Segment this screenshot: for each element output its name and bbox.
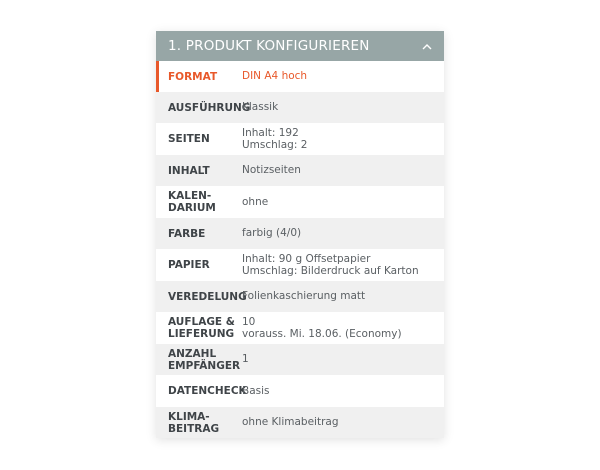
config-row-value-line: Inhalt: 90 g Offsetpapier — [242, 252, 371, 265]
config-row-value-line: 10 — [242, 315, 256, 328]
config-row-value — [242, 416, 339, 429]
config-row-seiten[interactable] — [156, 123, 444, 155]
config-row-inhalt[interactable] — [156, 155, 444, 186]
panel-title: 1. PRODUKT KONFIGURIEREN — [168, 38, 370, 54]
config-row-value-line: Notizseiten — [242, 164, 301, 177]
config-row-format[interactable] — [156, 61, 444, 92]
config-row-label: KLIMA- BEITRAG — [168, 410, 220, 435]
config-row-label: INHALT — [168, 164, 210, 177]
config-row-papier[interactable] — [156, 249, 444, 281]
config-row-value-line: ohne Klimabeitrag — [242, 416, 339, 429]
config-row-value — [242, 353, 249, 366]
config-row-value — [242, 227, 301, 240]
config-row-value-line: Umschlag: 2 — [242, 139, 308, 151]
config-row-value — [242, 290, 365, 303]
config-row-label: ANZAHL EMPFÄNGER — [168, 347, 241, 372]
config-rows — [156, 61, 444, 438]
config-row-empfaenger[interactable] — [156, 344, 444, 375]
panel-header[interactable] — [156, 31, 444, 61]
config-row-label: KALEN- DARIUM — [168, 190, 216, 214]
config-row-value — [242, 127, 307, 152]
config-row-value-line: DIN A4 hoch — [242, 70, 308, 83]
config-row-value — [242, 196, 268, 209]
config-row-datencheck[interactable] — [156, 375, 444, 407]
config-row-value — [242, 70, 307, 83]
config-row-value — [242, 253, 419, 278]
config-row-kalendarium[interactable] — [156, 186, 444, 218]
config-row-value-line: Inhalt: 192 — [242, 126, 299, 139]
config-row-value-line: 1 — [242, 353, 249, 366]
config-row-klima[interactable] — [156, 407, 444, 438]
config-row-value — [242, 316, 402, 341]
config-row-label: FARBE — [168, 227, 206, 240]
config-row-auflage[interactable] — [156, 312, 444, 344]
config-row-value-line: ohne — [242, 195, 269, 208]
config-row-value — [242, 164, 301, 177]
config-row-value-line: Umschlag: Bilderdruck auf Karton — [242, 265, 419, 277]
config-row-value-line: Basis — [242, 384, 270, 397]
config-row-label: DATENCHECK — [168, 385, 247, 397]
config-row-farbe[interactable] — [156, 218, 444, 249]
config-row-label: VEREDELUNG — [168, 290, 247, 303]
config-row-label: AUFLAGE & LIEFERUNG — [168, 316, 235, 340]
config-row-label: FORMAT — [168, 70, 218, 83]
config-row-label: AUSFÜHRUNG — [168, 101, 251, 114]
config-row-value-line: vorauss. Mi. 18.06. (Economy) — [242, 328, 402, 340]
config-row-label: SEITEN — [168, 133, 210, 145]
config-row-veredelung[interactable] — [156, 281, 444, 312]
config-row-value-line: Folienkaschierung matt — [242, 290, 366, 303]
chevron-up-icon[interactable] — [420, 39, 434, 53]
config-row-label: PAPIER — [168, 259, 210, 271]
config-row-value — [242, 385, 270, 398]
config-row-ausfuehrung[interactable] — [156, 92, 444, 123]
config-row-value — [242, 101, 278, 114]
product-config-panel — [156, 31, 444, 438]
config-row-value-line: farbig (4/0) — [242, 227, 302, 240]
config-row-value-line: Klassik — [242, 101, 279, 114]
